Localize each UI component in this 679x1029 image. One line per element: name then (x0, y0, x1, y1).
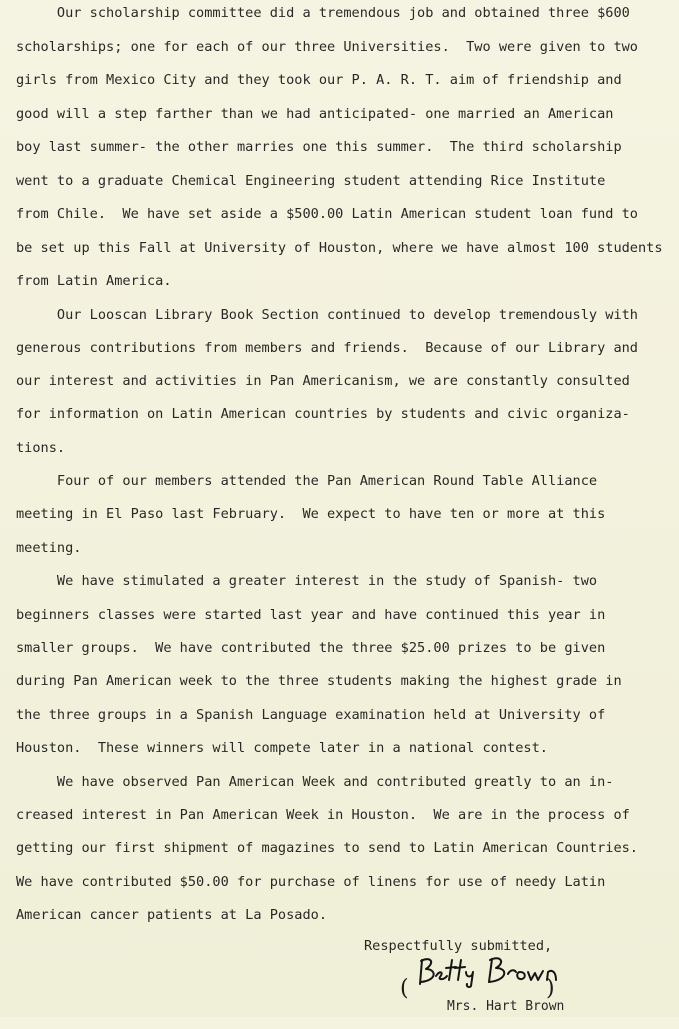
signer-name-text: Mrs. Hart Brown (446, 999, 565, 1014)
text-line: American cancer patients at La Posado. (16, 907, 327, 923)
text-line: during Pan American week to the three students making the highest grade in (16, 673, 622, 689)
signature-block (364, 938, 624, 1014)
text-line: We have contributed $50.00 for purchase of linens for use of needy Latin (16, 874, 606, 890)
paren-left: ( (400, 976, 409, 1001)
text-line: We have observed Pan American Week and contributed greatly to an in- (16, 774, 614, 790)
text-line: We have stimulated a greater interest in the study of Spanish- two (16, 573, 598, 589)
text-line: boy last summer- the other marries one this summer. The third scholarship (16, 139, 622, 155)
text-line: Our scholarship committee did a tremendous job and obtained three $600 (16, 5, 630, 21)
text-line: the three groups in a Spanish Language examination held at University of (16, 707, 606, 723)
text-line: went to a graduate Chemical Engineering student attending Rice Institute (16, 173, 606, 189)
text-line: creased interest in Pan American Week in Houston. We are in the process of (16, 807, 630, 823)
text-line: be set up this Fall at University of Houston, where we have almost 100 students (16, 240, 663, 256)
text-line: meeting in El Paso last February. We expect to have ten or more at this (16, 506, 606, 522)
text-line: meeting. (16, 540, 82, 556)
text-line: girls from Mexico City and they took our P. A. R. T. aim of friendship and (16, 72, 622, 88)
text-line: good will a step farther than we had anticipated- one married an American (16, 106, 614, 122)
paren-right: ) (546, 976, 555, 1001)
text-line: beginners classes were started last year and have continued this year in (16, 607, 606, 623)
text-line: for information on Latin American countries by students and civic organiza- (16, 406, 630, 422)
text-line: Four of our members attended the Pan American Round Table Alliance (16, 473, 598, 489)
text-line: smaller groups. We have contributed the three $25.00 prizes to be given (16, 640, 606, 656)
signer-name (400, 984, 564, 1029)
closing-text: Respectfully submitted, (364, 938, 553, 954)
text-line: our interest and activities in Pan Americanism, we are constantly consulted (16, 373, 630, 389)
text-line: getting our first shipment of magazines to send to Latin American Countries. (16, 840, 638, 856)
text-line: tions. (16, 440, 66, 456)
text-line: from Latin America. (16, 273, 172, 289)
text-line: generous contributions from members and friends. Because of our Library and (16, 340, 638, 356)
text-line: from Chile. We have set aside a $500.00 Latin American student loan fund to (16, 206, 638, 222)
text-line: scholarships; one for each of our three Universities. Two were given to two (16, 39, 638, 55)
handwritten-signature (416, 954, 586, 988)
text-line: Houston. These winners will compete later in a national contest. (16, 740, 548, 756)
text-line: Our Looscan Library Book Section continued to develop tremendously with (16, 307, 638, 323)
